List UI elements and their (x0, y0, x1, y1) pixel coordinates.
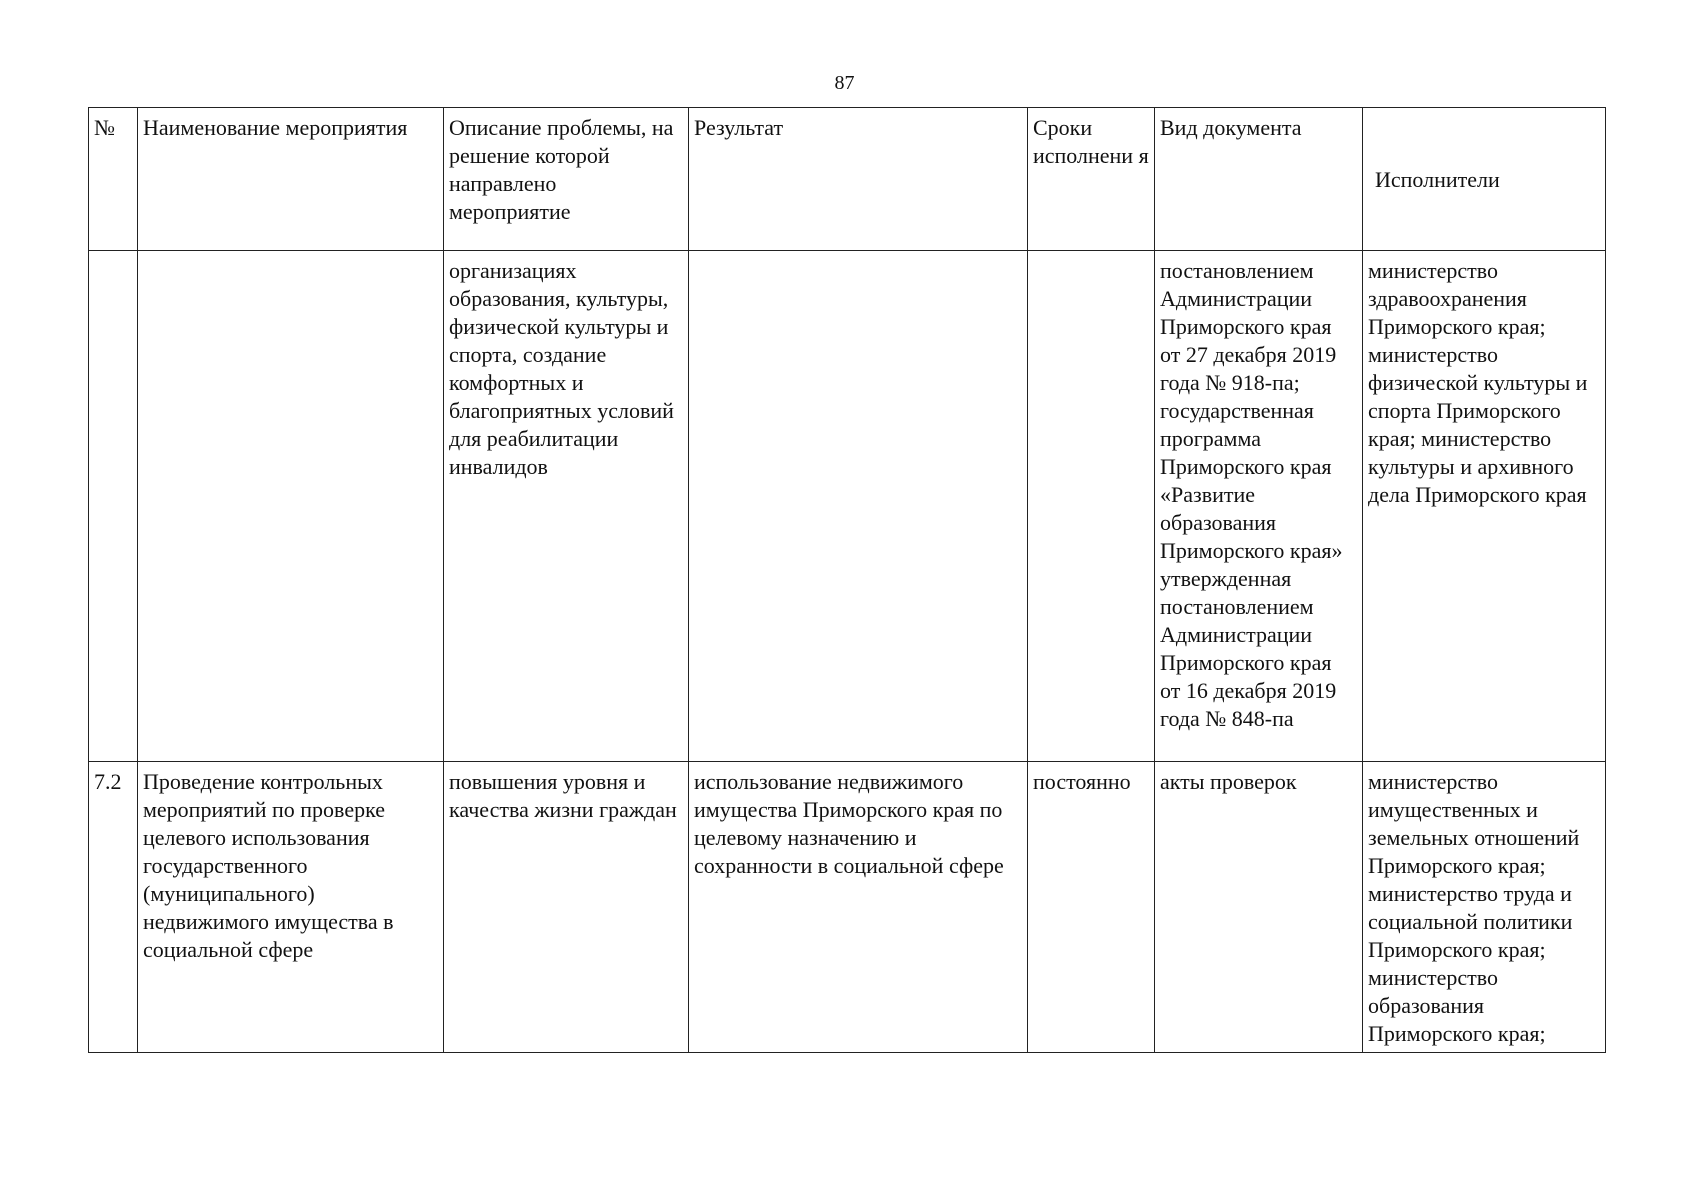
table-body (89, 251, 1606, 1053)
header-result: Результат (689, 108, 1028, 251)
cell-name (138, 251, 444, 762)
cell-num: 7.2 (89, 762, 138, 1053)
header-doc-type: Вид документа (1155, 108, 1363, 251)
cell-problem: повышения уровня и качества жизни граждан (444, 762, 689, 1053)
cell-problem: организациях образования, культуры, физической культуры и спорта, создание комфортных и благоприятных условий для реабилитации инвалидов (444, 251, 689, 762)
cell-terms (1028, 251, 1155, 762)
cell-result: использование недвижимого имущества Приморского края по целевому назначению и сохранности в социальной сфере (689, 762, 1028, 1053)
table-row (89, 762, 1606, 1053)
cell-result (689, 251, 1028, 762)
activities-table (88, 107, 1606, 1053)
cell-executors: министерство имущественных и земельных отношений Приморского края; министерство труда и социальной политики Приморского края; министерство образования Приморского края; (1363, 762, 1606, 1053)
cell-doc-type: акты проверок (1155, 762, 1363, 1053)
table-row (89, 251, 1606, 762)
cell-terms: постоянно (1028, 762, 1155, 1053)
table-header (89, 108, 1606, 251)
header-row (89, 108, 1606, 251)
cell-executors: министерство здравоохранения Приморского края; министерство физической культуры и спорта Приморского края; министерство культуры и архивного дела Приморского края (1363, 251, 1606, 762)
page-number: 87 (834, 72, 855, 94)
cell-num (89, 251, 138, 762)
cell-name: Проведение контрольных мероприятий по проверке целевого использования государственного (муниципального) недвижимого имущества в социальной сфере (138, 762, 444, 1053)
header-num: № (89, 108, 138, 251)
header-name: Наименование мероприятия (138, 108, 444, 251)
header-problem: Описание проблемы, на решение которой направлено мероприятие (444, 108, 689, 251)
header-terms: Сроки исполнени я (1028, 108, 1155, 251)
header-executors: Исполнители (1363, 108, 1606, 251)
cell-doc-type: постановлением Администрации Приморского края от 27 декабря 2019 года № 918-па; государственная программа Приморского края «Развитие образования Приморского края» утвержденная постановлением Администрации Приморского края от 16 декабря 2019 года № 848-па (1155, 251, 1363, 762)
